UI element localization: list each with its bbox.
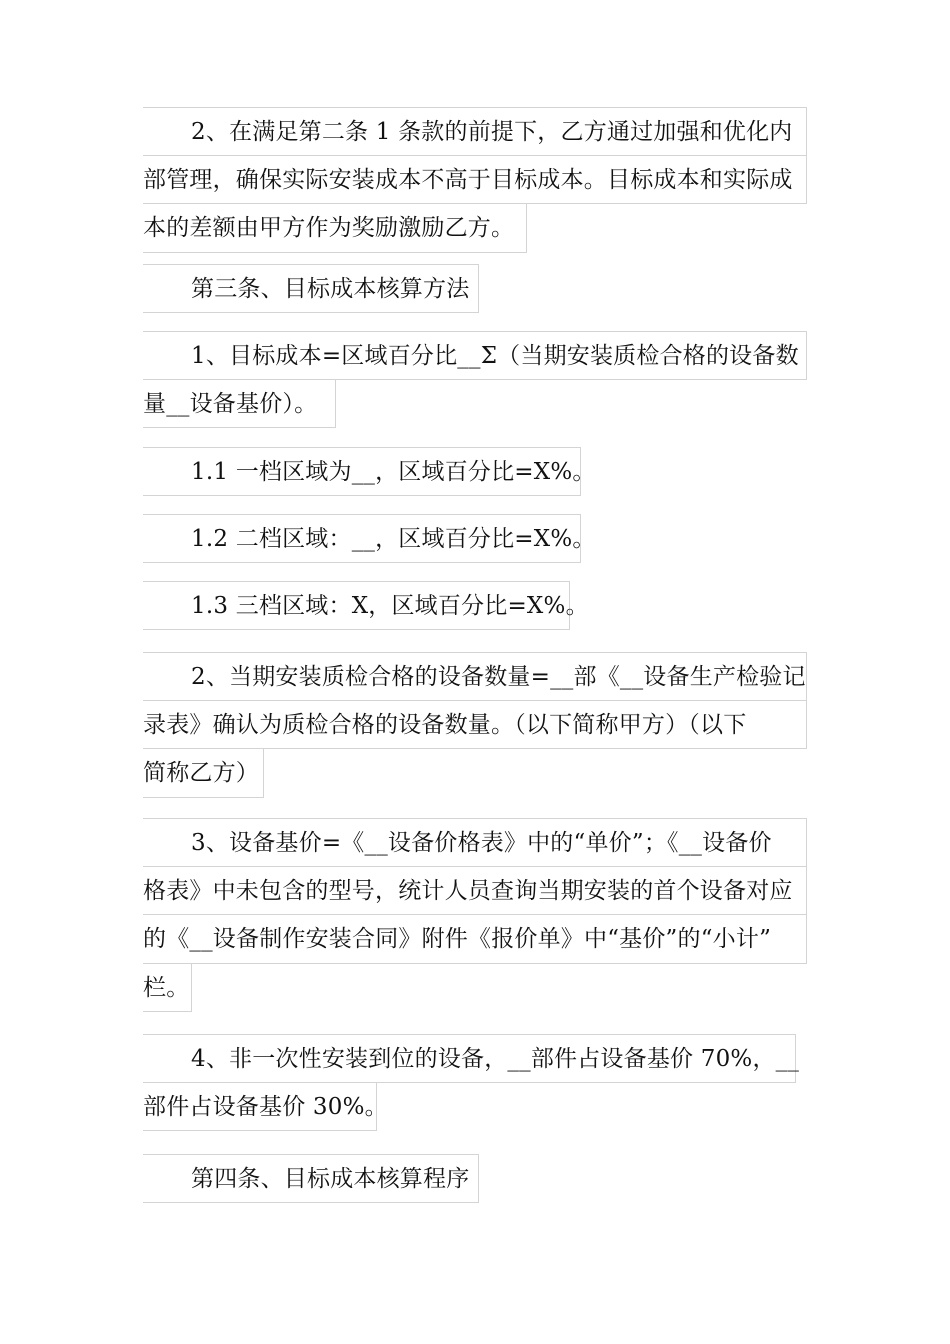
clause-paragraph: [143, 331, 807, 428]
heading-line: 第三条、目标成本核算方法: [143, 264, 479, 313]
text-line: 录表》确认为质检合格的设备数量。（以下简称甲方）（以下: [143, 701, 807, 750]
text-line: 1、目标成本=区域百分比__Σ（当期安装质检合格的设备数: [143, 331, 807, 380]
text-line: 的《__设备制作安装合同》附件《报价单》中“基价”的“小计”: [143, 915, 807, 964]
clause-paragraph: [143, 818, 807, 1012]
article-heading: [143, 264, 807, 313]
text-line: 简称乙方）: [143, 749, 264, 798]
text-line: 2、当期安装质检合格的设备数量=__部《__设备生产检验记: [143, 652, 807, 701]
text-line: 部管理，确保实际安装成本不高于目标成本。目标成本和实际成: [143, 156, 807, 205]
text-line: 2、在满足第二条 1 条款的前提下，乙方通过加强和优化内: [143, 107, 807, 156]
text-line: 量__设备基价）。: [143, 380, 336, 429]
text-line: 1.1 一档区域为__，区域百分比=X%。: [143, 447, 581, 496]
sub-clause: [143, 447, 807, 496]
text-line: 本的差额由甲方作为奖励激励乙方。: [143, 204, 527, 253]
sub-clause: [143, 514, 807, 563]
text-line: 格表》中未包含的型号，统计人员查询当期安装的首个设备对应: [143, 867, 807, 916]
text-line: 部件占设备基价 30%。: [143, 1083, 377, 1132]
text-line: 4、非一次性安装到位的设备，__部件占设备基价 70%，__: [143, 1034, 796, 1083]
clause-paragraph: [143, 107, 807, 253]
text-line: 1.2 二档区域：__，区域百分比=X%。: [143, 514, 581, 563]
article-heading: [143, 1154, 807, 1203]
text-line: 1.3 三档区域：X，区域百分比=X%。: [143, 581, 570, 630]
clause-paragraph: [143, 1034, 807, 1131]
text-line: 3、设备基价=《__设备价格表》中的“单价”；《__设备价: [143, 818, 807, 867]
sub-clause: [143, 581, 807, 630]
heading-line: 第四条、目标成本核算程序: [143, 1154, 479, 1203]
clause-paragraph: [143, 652, 807, 798]
text-line: 栏。: [143, 964, 192, 1013]
